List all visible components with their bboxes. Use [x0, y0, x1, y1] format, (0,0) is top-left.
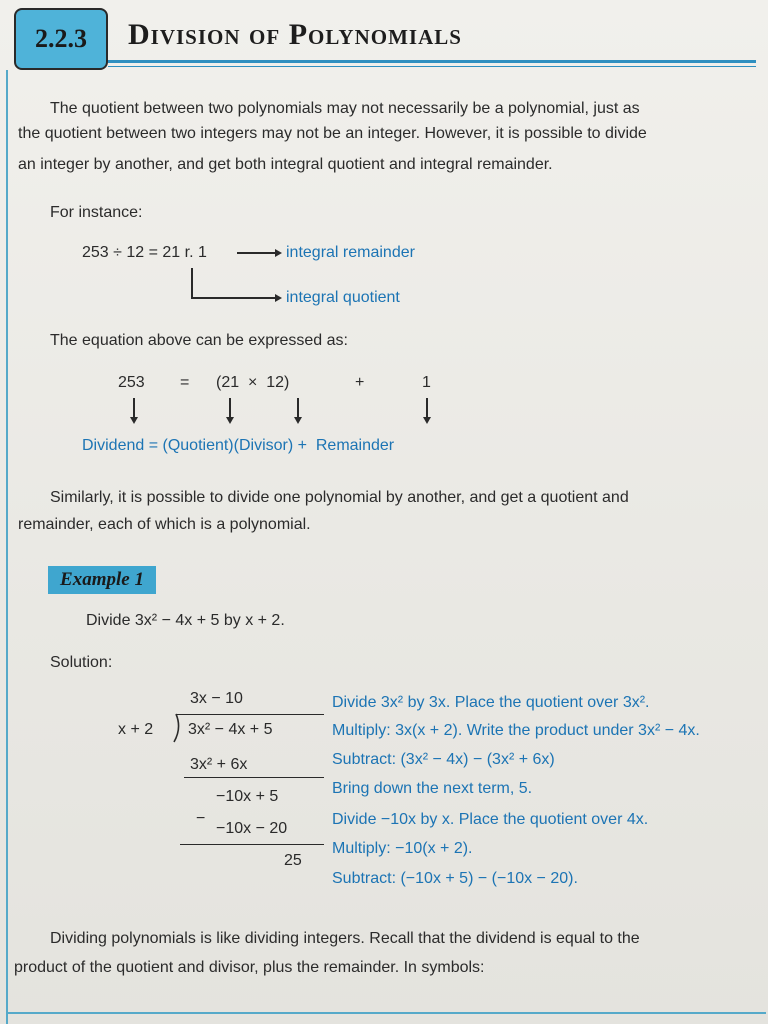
ld-quotient: 3x − 10	[190, 690, 243, 707]
intro-line-2: the quotient between two integers may not be an integer. However, it is possible to divide	[18, 125, 647, 142]
ld-row-3: −10x − 20	[216, 820, 288, 837]
section-title: Division of Polynomials	[128, 18, 462, 51]
integer-equation: 253 ÷ 12 = 21 r. 1	[82, 244, 207, 261]
similarly-line-2: remainder, each of which is a polynomial.	[18, 516, 311, 533]
dividend-value: 253	[118, 374, 145, 391]
step-6: Multiply: −10(x + 2).	[332, 840, 473, 857]
integral-quotient-label: integral quotient	[286, 289, 400, 306]
closing-line-2: product of the quotient and divisor, plus the remainder. In symbols:	[14, 959, 485, 976]
step-1: Divide 3x² by 3x. Place the quotient over 3x².	[332, 694, 650, 711]
quotient-down-arrow	[229, 398, 231, 418]
closing-line-1: Dividing polynomials is like dividing integers. Recall that the dividend is equal to the	[50, 930, 640, 947]
ld-dividend: 3x² − 4x + 5	[188, 721, 273, 738]
equals-sign: =	[180, 374, 190, 391]
remainder-arrowhead	[275, 249, 282, 257]
ld-row-2: −10x + 5	[216, 788, 279, 805]
ld-line-1	[184, 777, 324, 778]
remainder-arrow-shaft	[237, 252, 275, 254]
ld-bracket	[170, 713, 182, 743]
left-margin-rule	[6, 70, 8, 1024]
quotient-arrow-vertical	[191, 268, 193, 298]
for-instance-label: For instance:	[50, 204, 143, 221]
title-underline-thin	[108, 66, 756, 67]
solution-label: Solution:	[50, 654, 113, 671]
remainder-down-arrow	[426, 398, 428, 418]
step-5: Divide −10x by x. Place the quotient over 4x.	[332, 811, 649, 828]
intro-line-1: The quotient between two polynomials may not necessarily be a polynomial, just as	[50, 100, 640, 117]
dividend-down-arrow	[133, 398, 135, 418]
step-3: Subtract: (3x² − 4x) − (3x² + 6x)	[332, 751, 555, 768]
section-number-badge: 2.2.3	[14, 8, 108, 70]
step-2: Multiply: 3x(x + 2). Write the product under 3x² − 4x.	[332, 722, 700, 739]
ld-remainder: 25	[284, 852, 302, 869]
example-label-box: Example 1	[48, 566, 156, 594]
ld-division-bar	[176, 714, 324, 715]
divisor-down-arrowhead	[294, 417, 302, 424]
quotient-arrow-shaft	[191, 297, 275, 299]
divisor-down-arrow	[297, 398, 299, 418]
plus-sign: +	[355, 374, 365, 391]
similarly-line-1: Similarly, it is possible to divide one polynomial by another, and get a quotient and	[50, 489, 629, 506]
remainder-down-arrowhead	[423, 417, 431, 424]
division-terms-labels: Dividend = (Quotient)(Divisor) + Remainder	[82, 437, 395, 454]
expressed-as-text: The equation above can be expressed as:	[50, 332, 348, 349]
remainder-value: 1	[422, 374, 431, 391]
ld-line-2	[180, 844, 324, 845]
product-expression: (21 × 12)	[216, 374, 290, 391]
example-prompt: Divide 3x² − 4x + 5 by x + 2.	[86, 612, 285, 629]
step-4: Bring down the next term, 5.	[332, 780, 533, 797]
ld-divisor: x + 2	[118, 721, 154, 738]
ld-minus-sign: −	[196, 810, 206, 827]
quotient-arrowhead	[275, 294, 282, 302]
quotient-down-arrowhead	[226, 417, 234, 424]
intro-line-3: an integer by another, and get both integral quotient and integral remainder.	[18, 156, 553, 173]
dividend-down-arrowhead	[130, 417, 138, 424]
step-7: Subtract: (−10x + 5) − (−10x − 20).	[332, 870, 578, 887]
ld-row-1: 3x² + 6x	[190, 756, 248, 773]
bottom-margin-rule	[6, 1012, 766, 1014]
integral-remainder-label: integral remainder	[286, 244, 415, 261]
title-underline	[108, 60, 756, 63]
